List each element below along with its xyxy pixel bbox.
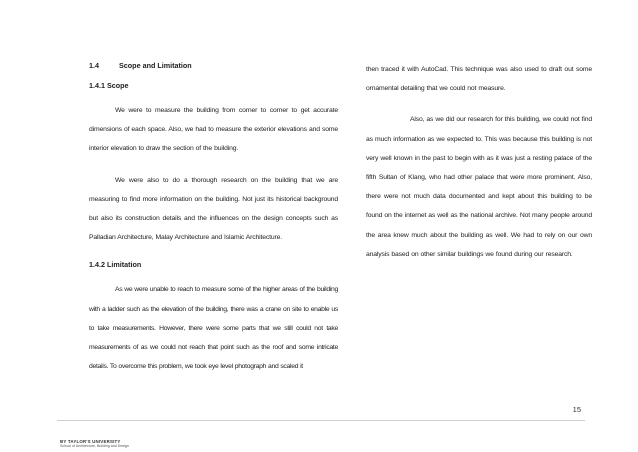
- logo-brand-text: BY TAYLOR'S UNIVERSITY: [60, 439, 121, 444]
- section-title: Scope and Limitation: [119, 61, 192, 70]
- scope-paragraph-2: We were also to do a thorough research on the building that we are measuring to find more information on the building. Not just its historical background but also its construction details and the influences on the design concepts such as Palladian Architecture, Malay Architecture and Islamic Architecture.: [89, 176, 338, 242]
- left-column: [89, 60, 338, 388]
- logo-department-text: School of Architecture, Building and Design: [60, 444, 129, 448]
- limitation-paragraph: As we were unable to reach to measure some of the higher areas of the building with a ladder such as the elevation of the building, there was a crane on site to enable us to take measurements. However, there were some parts that we still could not take measurements of as we could not reach that point such as the roof and some intricate details. To overcome this problem, we took eye level photograph and scaled it: [89, 286, 338, 371]
- page-number: 15: [572, 405, 581, 414]
- right-paragraph-1: then traced it with AutoCad. This technique was also used to draft out some ornamental detailing that we could not measure.: [366, 66, 592, 93]
- limitation-heading: 1.4.2 Limitation: [89, 260, 142, 270]
- section-number: 1.4: [89, 61, 99, 70]
- scope-heading: 1.4.1 Scope: [89, 81, 129, 90]
- footer-logo: [60, 439, 129, 449]
- right-column: [366, 60, 592, 276]
- footer-divider: [57, 420, 585, 421]
- section-heading: [89, 60, 338, 71]
- scope-paragraph-1: We were to measure the building from corner to corner to get accurate dimensions of each space. Also, we had to measure the exterior elevations and some interior elevation to draw the section of the building.: [89, 107, 338, 153]
- right-paragraph-2: Also, as we did our research for this building, we could not find as much information as we expected to. This was because this building is not very well known in the past to begin with as it was just a resting palace of the fifth Sultan of Klang, who had other palace that were more prominent. Also, there were not much data documented and kept about this building to be found on the internet as well as the national archive. Not many people around the area knew much about the building as well. We had to rely on our own analysis based on other similar buildings we found during our research.: [366, 116, 592, 258]
